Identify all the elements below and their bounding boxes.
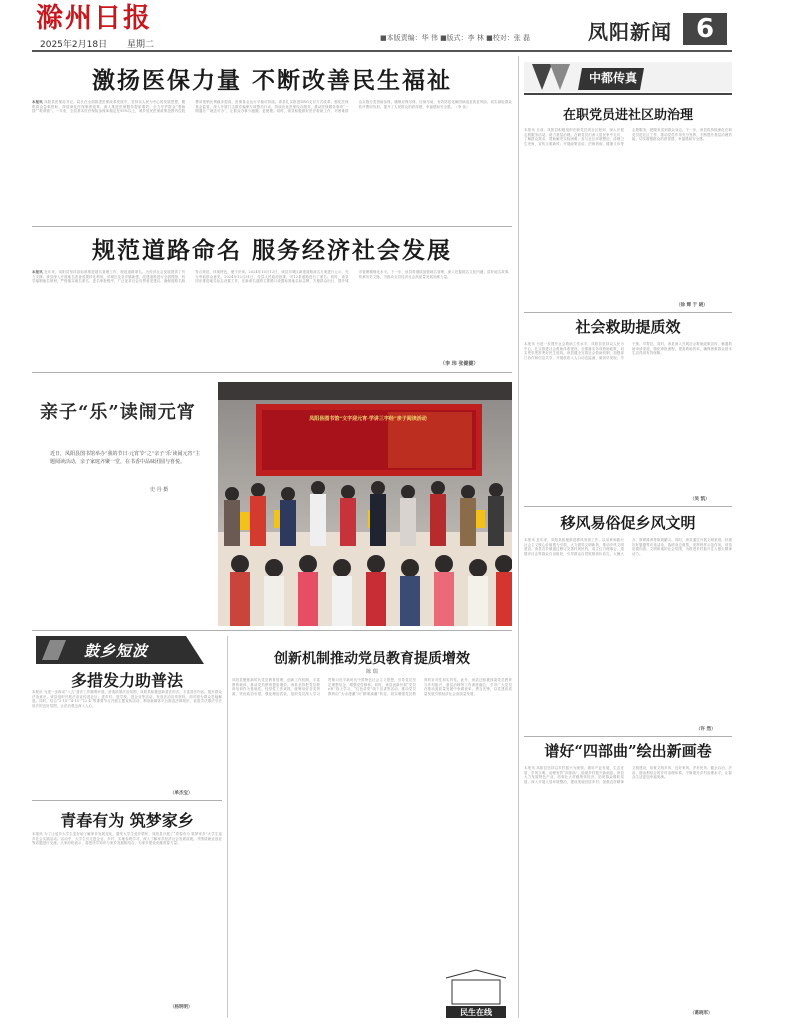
article-d1-body: 本报讯 日前，凤阳县积极组织在职党员到社区报到，深入开展志愿服务活动，助力基层治理。在职党员们深入居民家中走访，了解群众需求，帮助解决实际困难；参与社区环境整治，清理卫生死角，宣传文明新风；开展政策宣讲、法律咨询、健康义诊等志愿服务，把服务送到群众身边。下一步，该县将持续深化在职党员进社区工作，推动党员作用充分发挥，不断提升基层治理效能，切实增强群众的获得感、幸福感和安全感。 xyxy=(524,128,732,146)
article-a1-text: 凤阳县医保局书记、局长在全面推进医保改革发展中，坚持以人民为中心的发展思想，聚焦群众急难愁盼，持续深化医保制度改革，深入推进医保服务提质增效，全力守护群众“看病钱”“救命钱”。一年来，全县基本医疗保险参保率稳定在95%以上，城乡居民医保政策范围内住院费用报销比例稳步提高，医保基金运行平稳可持续。该县扎实推进DRG支付方式改革，强化医保基金监管，深入开展打击欺诈骗保专项整治行动，持续优化医保经办服务，推动医保服务事项“一网通办”“就近可办”，让群众办事少跑腿、更便捷。同时，该县积极做好医疗救助工作，对困难群众实施分类资助参保，确保应保尽保、应助尽助，有效防范化解因病返贫致贫风险，切实减轻群众医疗费用负担，提升了人民群众的获得感、幸福感和安全感。（李 伟） xyxy=(32,100,512,114)
column-divider-bottom-left xyxy=(227,636,228,1018)
author-b2: （杨明明） xyxy=(170,1005,193,1010)
author-d3: （许 然） xyxy=(696,727,716,732)
article-a2-body xyxy=(32,270,512,362)
author-c1: 陈 瑞 xyxy=(366,669,378,675)
article-d4-body: 本报讯 凤阳县坚持以乡村振兴为统领，谱好产业发展、生态宜居、乡风文明、治理有效“四部曲”，绘就乡村振兴新画卷。该县大力发展特色产业，培育壮大村级集体经济，拓宽群众增收渠道；深入开展人居环境整治，建设美丽宜居乡村；加强农村精神文明建设，培育文明乡风、良好家风、淳朴民风；健全自治、法治、德治相结合的乡村治理体系，不断提升乡村治理水平，让群众生活更加幸福美满。 xyxy=(524,766,732,784)
headline-d4: 谱好“四部曲”绘出新画卷 xyxy=(544,742,712,760)
headline-d1: 在职党员进社区助治理 xyxy=(562,108,693,123)
column-head-left-label: 鼓乡短波 xyxy=(84,642,149,660)
author-d2: （吴 凯） xyxy=(690,497,710,502)
article-c1-body: 凤阳县聚焦新时代党员教育管理，创新工作机制，丰富教育载体，推动党员教育提质增效。该县坚持把党员教育培训作为基础性、经常性工作来抓，统筹用好各类资源，突出政治引领，强化理论武装，组织党员深入学习贯彻习近平新时代中国特色社会主义思想，引导党员坚定理想信念、增强党性修养。同时，该县创新开展“党员e家”线上学习、“红色讲堂”线下宣讲等活动，推动党员教育由“大水漫灌”向“精准滴灌”转变，切实增强党员教育的针对性和实效性。此外，该县还积极探索党员教育与乡村振兴、基层治理等工作深度融合，引导广大党员在推动高质量发展中争做表率、勇当先锋，以党建高质量发展引领经济社会高质量发展。 xyxy=(232,678,512,696)
photo-title: 亲子“乐”读闹元宵 xyxy=(40,402,196,423)
article-d3-body: 本报讯 近年来，凤阳县积极推进移风易俗工作，以培育和践行社会主义核心价值观为引领，大力倡导文明新风，推动乡风文明建设。该县各乡镇通过修订完善村规民约，成立红白理事会、道德评议会等群众自治组织，引导群众自觉抵制高价彩礼、大操大办、厚葬薄养等陈规陋习。同时，该县通过开展文明家庭、好媳妇好婆婆等评选活动，选树身边典型，发挥榜样示范作用，营造崇德向善、文明和谐的社会氛围，为推进乡村振兴注入强大精神动力。 xyxy=(524,538,732,556)
column-head-right-label: 中都传真 xyxy=(588,71,637,85)
headline-c1: 创新机制推动党员教育提质增效 xyxy=(274,651,470,667)
divider-a1 xyxy=(32,226,512,227)
author-d4: （葛晓军） xyxy=(690,1011,713,1016)
byline-a1: 本报讯 xyxy=(32,100,43,104)
section-title: 凤阳新闻 xyxy=(588,20,672,44)
article-a2-text: 近年来，凤阳县坚持高标准推进地名管理工作，规范道路命名，为经济社会发展提供了有力支撑。该县深入开展地名普查成果转化利用，对城区及各乡镇新建、改建道路进行全面摸排，科学编制地名规划，严格落实地名命名、更名审批程序，广泛征求社会各界意见建议，确保道路名称符合规范、体现特色、便于识别。2024年10月12日，该县对城区新建道路命名方案进行公示，充分听取群众意见。2024年12月31日，经县人民政府批准，对12条道路进行了命名。同时，该县同步推进地名标志设置工作，在新命名道路主要路口设置标准地名标志牌，方便群众出行，提升城市管理精细化水平。下一步，该县将继续加强地名管理，深入挖掘地名文化内涵，讲好地名故事，传承历史文脉，为推动全县经济社会高质量发展贡献力量。 xyxy=(32,270,512,284)
photo-caption: 近日，凤阳县图书馆举办“我的节日·元宵节”之“亲子‘乐’读闹元宵”主题阅读活动，亲子家庭齐聚一堂，在书香中品味团圆与喜悦。 xyxy=(50,451,200,465)
event-photo xyxy=(218,382,512,626)
headline-d2: 社会救助提质效 xyxy=(575,318,681,336)
footer-logo-text: 民生在线 xyxy=(460,1007,492,1017)
masthead-rule xyxy=(32,50,732,52)
divider-d1 xyxy=(524,312,732,313)
author-b1: （单杰宝） xyxy=(170,791,193,796)
divider-b1 xyxy=(32,800,222,801)
headline-a1: 激扬医保力量 不断改善民生福祉 xyxy=(91,67,452,94)
headline-b2: 青春有为 筑梦家乡 xyxy=(60,811,194,830)
divider-photo xyxy=(32,630,512,631)
author-d1: （徐 辉 于 晓） xyxy=(676,303,708,308)
headline-d3: 移风易俗促乡风文明 xyxy=(560,514,696,532)
issue-date: 2025年2月18日 xyxy=(40,40,108,50)
article-d2-body: 本报讯 为进一步提升社会救助工作水平，凤阳县坚持以人民为中心，扎实推进社会救助体系建设，全面落实各项救助政策，切实兜牢兜准兜好民生底线。该县健全完善社会救助机制，加强部门协作和信息共享，开展低收入人口动态监测，做到早发现、早干预、早帮扶。同时，该县深入开展社会救助政策宣传，畅通救助申请渠道，简化审批流程，提高救助效率，确保困难群众基本生活得到有效保障。 xyxy=(524,342,732,360)
headline-a2: 规范道路命名 服务经济社会发展 xyxy=(91,237,452,264)
article-b1-body: 本报讯 为进一步推动“八五”普法工作顺利开展，营造浓厚法治氛围，凤阳县积极创新普法形式，丰富普法内容，提升群众法治意识。该县组织开展法治宣传进社区、进乡村、进学校、进企业等活动，发放法治宣传资料，面对面为群众答疑解惑。同时，结合“3·15”“4·15”“12·4”等重要节点开展主题宣传活动，利用新媒体平台推送法律知识，营造学法尊法守法用法的良好氛围，让法治观念深入人心。 xyxy=(32,690,222,708)
issue-weekday: 星期二 xyxy=(127,40,155,50)
article-b2-body: 本报讯 为了让返乡大学生更好地了解家乡发展变化，激发大学生爱乡情怀，凤阳县开展了“青春有为 筑梦家乡”大学生返乡社会实践活动。活动中，大学生们走进企业、乡村，实地参观学习，深入了解家乡经济社会发展成就，并围绕就业创业等话题进行交流。大家纷纷表示，将把所学知识与家乡发展相结合，为家乡建设贡献青春力量。 xyxy=(32,832,222,846)
divider-d2 xyxy=(524,506,732,507)
column-head-left xyxy=(36,636,222,664)
masthead xyxy=(0,0,800,52)
photo-banner-text: 凤阳县图书馆“文字迎元宵·学讲三字经”亲子阅读活动 xyxy=(309,416,427,422)
divider-a2 xyxy=(32,372,512,373)
footer-logo-c1 xyxy=(440,968,512,1020)
article-a1-body xyxy=(32,100,512,222)
divider-d3 xyxy=(524,736,732,737)
column-head-right xyxy=(524,62,732,96)
newspaper-logo: 滁州日报 xyxy=(36,3,152,34)
byline-a2: 本报讯 xyxy=(32,270,43,274)
author-a2: （李 玮 张健健） xyxy=(440,361,479,367)
page-number-badge: 6 xyxy=(683,13,727,45)
headline-b1: 多措发力助普法 xyxy=(70,671,183,690)
column-divider-right xyxy=(518,56,519,1018)
staff-credits: ■本版责编：华 伟 ■版式：李 林 ■校对：张 磊 xyxy=(380,34,530,42)
photo-author: 史 丹 摄 xyxy=(150,487,169,493)
